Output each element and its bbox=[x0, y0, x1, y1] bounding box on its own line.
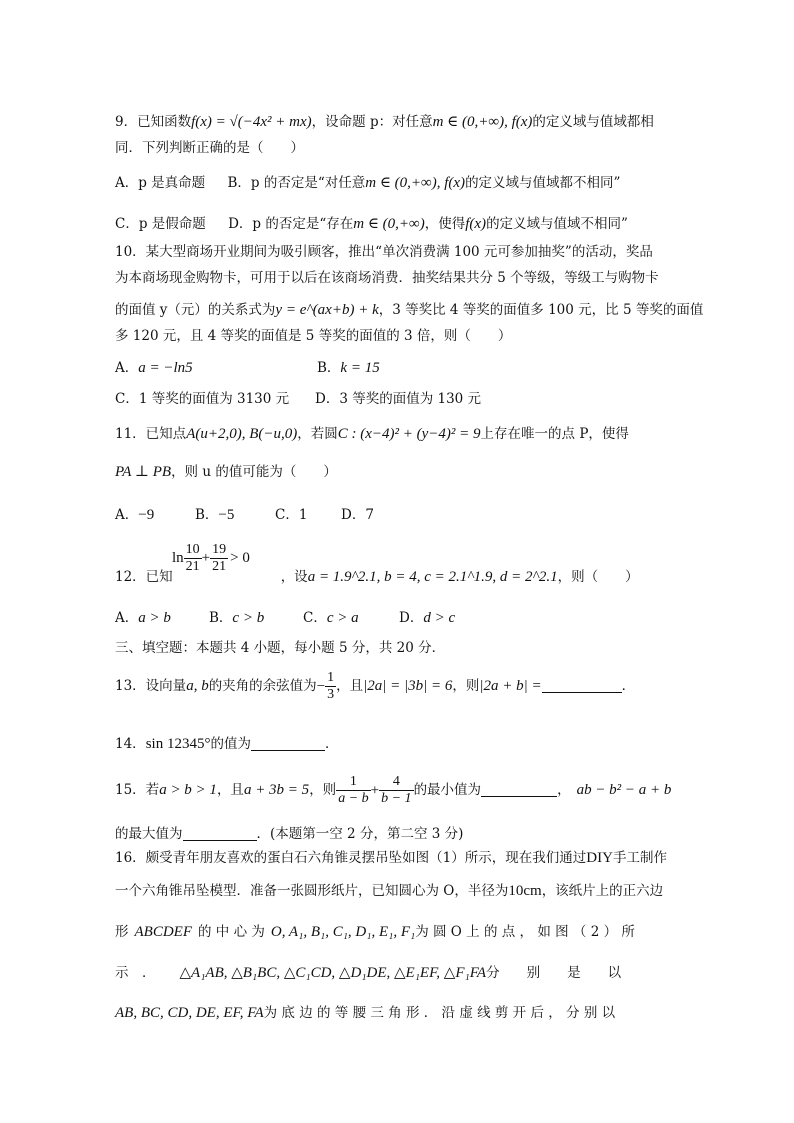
q10-option-a-label: A． bbox=[115, 360, 139, 376]
q13-fraction-denominator: 3 bbox=[327, 687, 335, 702]
q11-line2 bbox=[115, 462, 337, 482]
q12-option-d bbox=[399, 608, 455, 628]
q12-option-b-formula: c > b bbox=[232, 610, 265, 626]
q9-option-a: A．p 是真命题 bbox=[115, 175, 206, 191]
q12-suffix: ，则（ ） bbox=[557, 569, 639, 585]
q15-scoring-note: ．(本题第一空 2 分，第二空 3 分) bbox=[256, 826, 464, 842]
q11-line1-middle: ，若圆 bbox=[297, 426, 338, 442]
q15-prefix: 15．若 bbox=[115, 782, 160, 798]
q11-perpendicular-formula: PA ⊥ PB bbox=[115, 464, 172, 480]
q13-answer-blank[interactable] bbox=[542, 678, 622, 693]
q14-line bbox=[115, 734, 338, 754]
q9-stem-prefix: 9．已知函数 bbox=[115, 114, 192, 130]
q9-options-ab bbox=[115, 173, 620, 193]
q15-line2-prefix: 的最大值为 bbox=[115, 826, 183, 842]
q10-relation-formula: y = e^(ax+b) + k bbox=[275, 302, 379, 318]
q15-line2 bbox=[115, 824, 463, 844]
q12-option-c-formula: c > a bbox=[326, 610, 359, 626]
q11-option-c: C．1 bbox=[275, 507, 308, 523]
q9-option-d-formula: m ∈ (0,+∞) bbox=[353, 216, 425, 232]
q16-line2 bbox=[115, 881, 663, 901]
q10-line3 bbox=[115, 300, 703, 320]
q14-answer-blank[interactable] bbox=[251, 736, 325, 751]
q15-expression-2: ab − b² − a + b bbox=[576, 782, 672, 798]
q10-option-b bbox=[317, 358, 380, 378]
q12-greater-than-zero: > 0 bbox=[230, 550, 250, 566]
q10-line1: 10．某大型商场开业期间为吸引顾客，推出“单次消费满 100 元可参加抽奖”的活动，奖品 bbox=[115, 244, 653, 260]
q15-fraction-1-numerator: 1 bbox=[349, 774, 357, 789]
q15-comma: ， bbox=[557, 782, 571, 798]
q12-option-c bbox=[303, 608, 399, 628]
q13-middle-3: ，则 bbox=[452, 678, 480, 694]
q13-condition-formula: |2a| = |3b| = 6 bbox=[363, 678, 453, 694]
q12-fraction-2-denominator: 21 bbox=[212, 559, 227, 574]
q10-line2: 为本商场现金购物卡，可用于以后在该商场消费．抽奖结果共分 5 个等级，等级工与购物卡 bbox=[115, 270, 659, 286]
q16-line3-suffix: 为 圆 O 上 的 点 ， 如 图 （ 2 ） 所 bbox=[415, 924, 635, 940]
q9-function-formula: f(x) = √(−4x² + mx) bbox=[191, 114, 312, 130]
q16-line2-prefix: 一个六角锥吊坠模型．准备一张圆形纸片，已知圆心为 O，半径为 bbox=[115, 883, 509, 899]
q12-prefix: 12．已知 bbox=[115, 569, 173, 585]
q15-condition-1: a > b > 1 bbox=[159, 782, 217, 798]
q9-options-cd bbox=[115, 214, 628, 234]
q12-option-b bbox=[209, 608, 303, 628]
q16-points: O, A₁, B₁, C₁, D₁, E₁, F₁ bbox=[270, 924, 416, 940]
q15-fraction-1-denominator: a − b bbox=[338, 791, 369, 806]
q10-option-b-formula: k = 15 bbox=[340, 360, 380, 376]
q9-stem-middle: ，设命题 p：对任意 bbox=[311, 114, 433, 130]
q10-options-ab bbox=[115, 358, 380, 378]
q12-option-d-label: D． bbox=[399, 610, 424, 626]
q13-middle: 的夹角的余弦值为 bbox=[208, 678, 317, 694]
q9-option-d-suffix: 的定义域与值域不相同” bbox=[486, 216, 628, 232]
q11-option-a-value: −9 bbox=[138, 507, 155, 523]
q13-fraction-numerator: 1 bbox=[327, 670, 335, 685]
q11-line2-suffix: ，则 u 的值可能为（ ） bbox=[171, 464, 337, 480]
q15-fraction-2 bbox=[379, 774, 413, 807]
q15-fraction-2-denominator: b − 1 bbox=[381, 791, 412, 806]
q11-option-b bbox=[195, 505, 275, 525]
q16-line3-middle: 的 中 心 为 bbox=[198, 924, 265, 940]
q12-line bbox=[115, 567, 639, 587]
q11-points-formula: A(u+2,0), B(−u,0) bbox=[186, 426, 298, 442]
q9-option-d-prefix: D．p 的否定是“存在 bbox=[228, 216, 354, 232]
q13-cosine-fraction bbox=[325, 670, 336, 703]
q16-radius: 10cm bbox=[508, 883, 542, 899]
q16-hexagon: ABCDEF bbox=[134, 924, 192, 940]
q13-line bbox=[115, 670, 635, 703]
q12-option-c-label: C． bbox=[303, 610, 327, 626]
q12-variables-formula: a = 1.9^2.1, b = 4, c = 2.1^1.9, d = 2^2.1 bbox=[307, 569, 558, 585]
q12-option-b-label: B． bbox=[209, 610, 233, 626]
q14-period: ． bbox=[324, 736, 339, 752]
q10-option-a-formula: a = −ln5 bbox=[138, 360, 193, 376]
q11-line1-prefix: 11．已知点 bbox=[115, 426, 187, 442]
q11-option-b-label: B． bbox=[195, 507, 219, 523]
q16-line1-prefix: 16．颇受青年朋友喜欢的蛋白石六角锥灵摆吊坠如图（1）所示，现在我们通过 bbox=[115, 850, 587, 866]
q11-line1 bbox=[115, 424, 629, 444]
q10-option-a bbox=[115, 358, 317, 378]
q11-option-a bbox=[115, 505, 195, 525]
q13-period: ． bbox=[621, 678, 636, 694]
q9-option-d-formula-2: f(x) bbox=[465, 216, 487, 232]
q13-negative-sign: − bbox=[316, 678, 326, 695]
q9-option-c: C．p 是假命题 bbox=[115, 216, 206, 232]
q12-option-d-formula: d > c bbox=[423, 610, 456, 626]
q15-condition-2: a + 3b = 5 bbox=[243, 782, 310, 798]
q11-line1-suffix: 上存在唯一的点 P，使得 bbox=[480, 426, 629, 442]
q16-line1 bbox=[115, 848, 667, 868]
q16-line4-suffix: 分 别 是 以 bbox=[486, 965, 622, 981]
q10-line4: 多 120 元，且 4 等奖的面值是 5 等奖的面值的 3 倍，则（ ） bbox=[115, 328, 512, 344]
q13-middle-2: ，且 bbox=[336, 678, 364, 694]
q15-fraction-2-numerator: 4 bbox=[392, 774, 400, 789]
q11-option-b-value: −5 bbox=[218, 507, 235, 523]
q9-option-b bbox=[227, 175, 620, 191]
q15-line1 bbox=[115, 774, 671, 807]
q11-circle-formula: C : (x−4)² + (y−4)² = 9 bbox=[337, 426, 481, 442]
q10-option-d: D．3 等奖的面值为 130 元 bbox=[315, 391, 482, 407]
q16-line3-prefix: 形 bbox=[115, 924, 129, 940]
q11-option-a-label: A． bbox=[115, 507, 139, 523]
q16-line4 bbox=[115, 963, 621, 983]
q11-options bbox=[115, 505, 374, 525]
q13-prefix: 13．设向量 bbox=[115, 678, 187, 694]
q10-option-b-label: B． bbox=[317, 360, 341, 376]
q12-option-a-formula: a > b bbox=[138, 610, 171, 626]
q16-line4-prefix: 示 ． bbox=[115, 965, 156, 981]
q15-answer-blank-1[interactable] bbox=[481, 782, 557, 797]
q9-option-b-prefix: B．p 的否定是“对任意 bbox=[227, 175, 366, 191]
q9-line1 bbox=[115, 112, 654, 132]
q10-options-cd bbox=[115, 389, 481, 409]
q16-line5-suffix: 为 底 边 的 等 腰 三 角 形 ． 沿 虚 线 剪 开 后 ， 分 别 以 bbox=[263, 1005, 616, 1021]
q15-plus-sign: + bbox=[370, 782, 380, 799]
q16-triangles: △A₁AB, △B₁BC, △C₁CD, △D₁DE, △E₁EF, △F₁FA bbox=[179, 965, 487, 981]
q9-condition-formula: m ∈ (0,+∞), f(x) bbox=[432, 114, 533, 130]
q9-option-b-suffix: 的定义域与值域都不相同” bbox=[465, 175, 621, 191]
q9-line2: 同．下列判断正确的是（ ） bbox=[115, 140, 304, 156]
q16-line2-suffix: ，该纸片上的正六边 bbox=[541, 883, 664, 899]
q12-fraction-2-numerator: 19 bbox=[212, 542, 227, 557]
q12-option-a bbox=[115, 608, 209, 628]
q12-fraction-1-denominator: 21 bbox=[185, 559, 200, 574]
q10-option-c: C．1 等奖的面值为 3130 元 bbox=[115, 391, 290, 407]
q15-suffix: 的最小值为 bbox=[413, 782, 482, 798]
q16-line5 bbox=[115, 1003, 615, 1023]
q9-stem-suffix: 的定义域与值域都相 bbox=[532, 114, 654, 130]
q13-vectors: a, b bbox=[186, 678, 209, 694]
q14-suffix: 的值为 bbox=[210, 736, 251, 752]
q12-ln-label: ln bbox=[172, 550, 184, 566]
q14-expression: sin 12345° bbox=[145, 736, 211, 752]
q14-prefix: 14． bbox=[115, 736, 146, 752]
q16-diy: DIY bbox=[586, 850, 613, 866]
q9-option-d bbox=[228, 216, 628, 232]
q15-answer-blank-2[interactable] bbox=[183, 826, 257, 841]
q9-option-d-middle: ，使得 bbox=[424, 216, 466, 232]
q12-plus-sign: + bbox=[201, 550, 211, 566]
q16-line3 bbox=[115, 922, 635, 942]
q15-fraction-1 bbox=[336, 774, 370, 807]
q10-line3-suffix: ，3 等奖比 4 等奖的面值多 100 元，比 5 等奖的面值 bbox=[378, 302, 704, 318]
q12-option-a-label: A． bbox=[115, 610, 139, 626]
q12-options bbox=[115, 608, 455, 628]
q12-middle: ，设 bbox=[280, 569, 308, 585]
section-3-heading: 三、填空题：本题共 4 小题，每小题 5 分，共 20 分． bbox=[115, 640, 446, 656]
q13-question-formula: |2a + b| = bbox=[479, 678, 542, 694]
q11-option-d: D．7 bbox=[341, 507, 374, 523]
q15-middle-2: ，则 bbox=[309, 782, 337, 798]
q10-line3-prefix: 的面值 y（元）的关系式为 bbox=[115, 302, 276, 318]
q15-middle: ，且 bbox=[216, 782, 244, 798]
q9-option-b-formula: m ∈ (0,+∞), f(x) bbox=[365, 175, 466, 191]
q16-line1-suffix: 手工制作 bbox=[612, 850, 667, 866]
q12-fraction-1-numerator: 10 bbox=[185, 542, 200, 557]
q16-bases: AB, BC, CD, DE, EF, FA bbox=[115, 1005, 264, 1021]
